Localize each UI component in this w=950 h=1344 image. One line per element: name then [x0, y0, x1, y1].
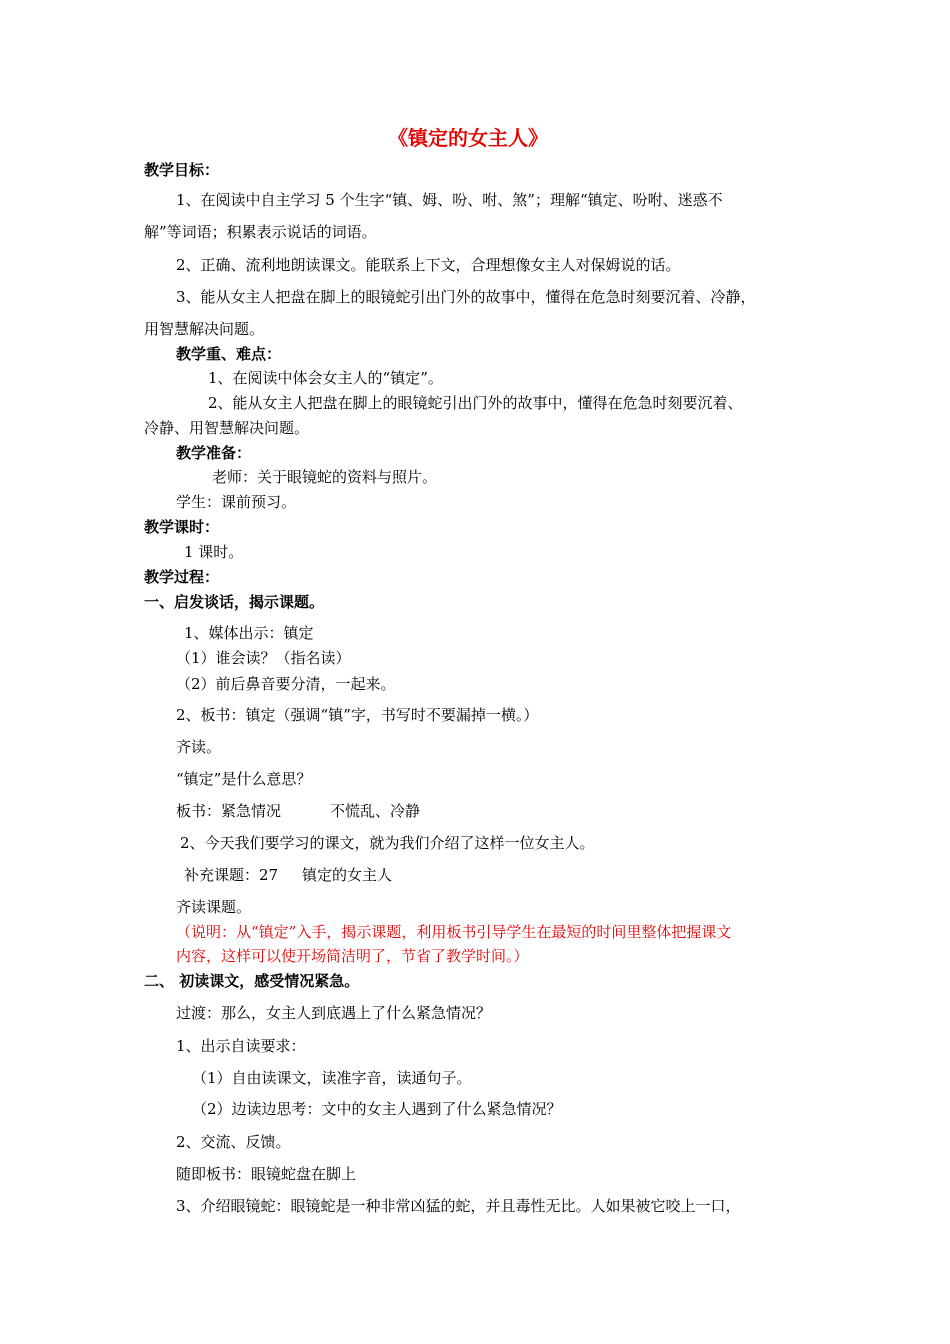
section-1-heading: 一、启发谈话，揭示课题。: [144, 593, 325, 611]
hours-value: 1 课时。: [184, 543, 244, 561]
page-title: 《镇定的女主人》: [388, 126, 548, 150]
preparation-heading: 教学准备：: [176, 444, 252, 462]
section-1-line: 齐读。: [176, 738, 222, 756]
section-1-line: “镇定”是什么意思？: [176, 770, 312, 788]
board-note-left: 板书：紧急情况: [176, 802, 282, 820]
section-1-line: （1）谁会读？（指名读）: [176, 649, 351, 667]
section-2-line: （2）边读边思考：文中的女主人遇到了什么紧急情况？: [192, 1100, 562, 1118]
objective-1-line-2: 解”等词语；积累表示说话的词语。: [144, 223, 377, 241]
process-heading: 教学过程：: [144, 568, 220, 586]
section-2-line: （1）自由读课文，读准字音，读通句子。: [192, 1069, 472, 1087]
section-2-line: 3、介绍眼镜蛇：眼镜蛇是一种非常凶猛的蛇，并且毒性无比。人如果被它咬上一口，: [176, 1197, 741, 1215]
section-1-line: 1、媒体出示：镇定: [184, 624, 314, 642]
key-point-2-line-1: 2、能从女主人把盘在脚上的眼镜蛇引出门外的故事中，懂得在危急时刻要沉着、: [208, 394, 743, 412]
section-2-line: 随即板书：眼镜蛇盘在脚上: [176, 1165, 357, 1183]
preparation-teacher: 老师：关于眼镜蛇的资料与照片。: [212, 468, 438, 486]
explanation-note-line-2: 内容，这样可以使开场简洁明了，节省了教学时间。）: [176, 947, 529, 965]
objective-2: 2、正确、流利地朗读课文。能联系上下文，合理想像女主人对保姆说的话。: [176, 256, 681, 274]
objective-3-line-1: 3、能从女主人把盘在脚上的眼镜蛇引出门外的故事中，懂得在危急时刻要沉着、冷静，: [176, 288, 756, 306]
section-1-line: （2）前后鼻音要分清，一起来。: [176, 675, 396, 693]
section-1-line: 2、板书：镇定（强调“镇”字，书写时不要漏掉一横。）: [176, 706, 539, 724]
explanation-note-line-1: （说明：从“镇定”入手，揭示课题，利用板书引导学生在最短的时间里整体把握课文: [176, 923, 732, 941]
section-2-line: 2、交流、反馈。: [176, 1133, 291, 1151]
key-point-1: 1、在阅读中体会女主人的“镇定”。: [208, 369, 443, 387]
supplement-title-value: 镇定的女主人: [302, 866, 393, 884]
key-point-2-line-2: 冷静、用智慧解决问题。: [144, 419, 310, 437]
section-2-heading: 二、 初读课文，感受情况紧急。: [144, 972, 360, 990]
key-points-heading: 教学重、难点：: [176, 345, 282, 363]
objectives-heading: 教学目标：: [144, 161, 220, 179]
supplement-title-label: 补充课题：27: [184, 866, 279, 884]
section-1-line: 2、今天我们要学习的课文，就为我们介绍了这样一位女主人。: [180, 834, 595, 852]
objective-1-line-1: 1、在阅读中自主学习 5 个生字“镇、姆、吩、咐、煞”；理解“镇定、吩咐、迷惑不: [176, 191, 723, 209]
preparation-student: 学生：课前预习。: [176, 493, 297, 511]
section-1-line: 齐读课题。: [176, 898, 252, 916]
section-2-line: 过渡：那么，女主人到底遇上了什么紧急情况？: [176, 1004, 492, 1022]
section-2-line: 1、出示自读要求：: [176, 1037, 306, 1055]
hours-heading: 教学课时：: [144, 518, 220, 536]
objective-3-line-2: 用智慧解决问题。: [144, 320, 265, 338]
board-note-right: 不慌乱、冷静: [330, 802, 421, 820]
